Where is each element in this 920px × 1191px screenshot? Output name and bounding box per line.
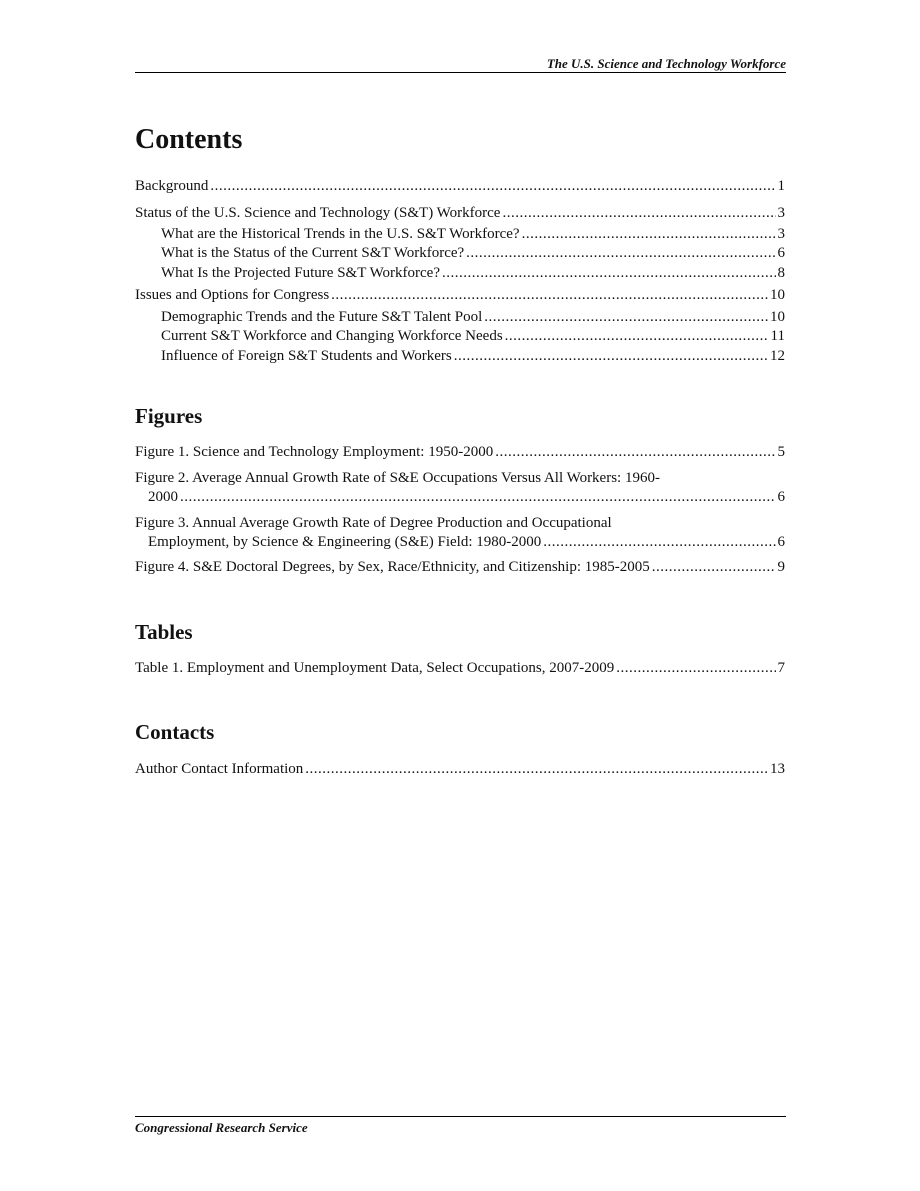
toc-entry-foreign-influence[interactable] — [161, 347, 785, 366]
toc-page-number: 6 — [777, 245, 785, 261]
toc-page-number: 10 — [770, 287, 785, 303]
toc-leader-dots — [502, 204, 775, 223]
toc-leader-dots — [522, 225, 776, 244]
toc-page-number: 1 — [777, 178, 785, 194]
toc-leader-dots — [454, 347, 768, 366]
toc-page-number: 12 — [770, 348, 785, 364]
figures-heading: Figures — [135, 404, 203, 428]
toc-leader-dots — [331, 286, 768, 305]
toc-page-number: 6 — [777, 489, 785, 505]
toc-entry-author-contact[interactable] — [135, 760, 785, 779]
toc-entry-title: Figure 1. Science and Technology Employment: 1950-2000 — [135, 444, 494, 460]
toc-page-number: 7 — [777, 660, 785, 676]
toc-leader-dots — [484, 308, 768, 327]
toc-entry-figure-3[interactable] — [135, 514, 785, 552]
toc-leader-dots — [442, 264, 776, 283]
contents-heading: Contents — [135, 124, 243, 155]
toc-entry-background[interactable] — [135, 177, 785, 196]
toc-leader-dots — [543, 533, 775, 552]
toc-leader-dots — [652, 558, 776, 577]
toc-entry-title: Issues and Options for Congress — [135, 287, 330, 303]
footer-rule — [135, 1116, 786, 1117]
toc-leader-dots — [616, 659, 775, 678]
toc-entry-title: Influence of Foreign S&T Students and Workers — [161, 348, 452, 364]
toc-entry-title: Background — [135, 178, 209, 194]
toc-entry-title: What is the Status of the Current S&T Workforce? — [161, 245, 465, 261]
toc-entry-status[interactable] — [135, 204, 785, 223]
toc-entry-title: What Is the Projected Future S&T Workforce? — [161, 265, 440, 281]
toc-page-number: 9 — [777, 559, 785, 575]
toc-entry-title: Table 1. Employment and Unemployment Data, Select Occupations, 2007-2009 — [135, 660, 615, 676]
toc-entry-figure-4[interactable] — [135, 558, 785, 577]
toc-entry-demographic-trends[interactable] — [161, 308, 785, 327]
toc-entry-title: Demographic Trends and the Future S&T Talent Pool — [161, 309, 483, 325]
toc-leader-dots — [210, 177, 775, 196]
toc-entry-title: Current S&T Workforce and Changing Workforce Needs — [161, 328, 503, 344]
toc-leader-dots — [466, 244, 775, 263]
toc-leader-dots — [495, 443, 775, 462]
toc-entry-title: Figure 4. S&E Doctoral Degrees, by Sex, Race/Ethnicity, and Citizenship: 1985-2005 — [135, 559, 650, 575]
toc-entry-historical-trends[interactable] — [161, 225, 785, 244]
toc-entry-table-1[interactable] — [135, 659, 785, 678]
toc-leader-dots — [505, 327, 769, 346]
toc-entry-title-line1: Figure 2. Average Annual Growth Rate of S&E Occupations Versus All Workers: 1960- — [135, 470, 660, 486]
contacts-heading: Contacts — [135, 720, 215, 744]
toc-page-number: 3 — [777, 226, 785, 242]
toc-entry-title-line2: 2000 — [148, 489, 178, 505]
toc-entry-figure-1[interactable] — [135, 443, 785, 462]
toc-page-number: 11 — [770, 328, 785, 344]
toc-entry-current-status[interactable] — [161, 244, 785, 263]
toc-entry-workforce-needs[interactable] — [161, 327, 785, 346]
header-rule — [135, 72, 786, 73]
tables-heading: Tables — [135, 620, 193, 644]
toc-page-number: 5 — [777, 444, 785, 460]
toc-entry-title-line2: Employment, by Science & Engineering (S&E) Field: 1980-2000 — [148, 534, 542, 550]
toc-page-number: 10 — [770, 309, 785, 325]
toc-page-number: 6 — [777, 534, 785, 550]
toc-page-number: 13 — [770, 761, 785, 777]
toc-entry-issues-options[interactable] — [135, 286, 785, 305]
toc-page-number: 3 — [777, 205, 785, 221]
running-footer-text: Congressional Research Service — [135, 1120, 308, 1135]
toc-entry-title: What are the Historical Trends in the U.S. S&T Workforce? — [161, 226, 520, 242]
running-header-title: The U.S. Science and Technology Workforce — [546, 56, 786, 71]
toc-entry-title: Status of the U.S. Science and Technology (S&T) Workforce — [135, 205, 501, 221]
toc-entry-title-line1: Figure 3. Annual Average Growth Rate of Degree Production and Occupational — [135, 515, 612, 531]
toc-leader-dots — [180, 488, 776, 507]
toc-leader-dots — [305, 760, 768, 779]
toc-entry-projected-future[interactable] — [161, 264, 785, 283]
toc-entry-title: Author Contact Information — [135, 761, 304, 777]
toc-entry-figure-2[interactable] — [135, 469, 785, 507]
toc-page-number: 8 — [777, 265, 785, 281]
